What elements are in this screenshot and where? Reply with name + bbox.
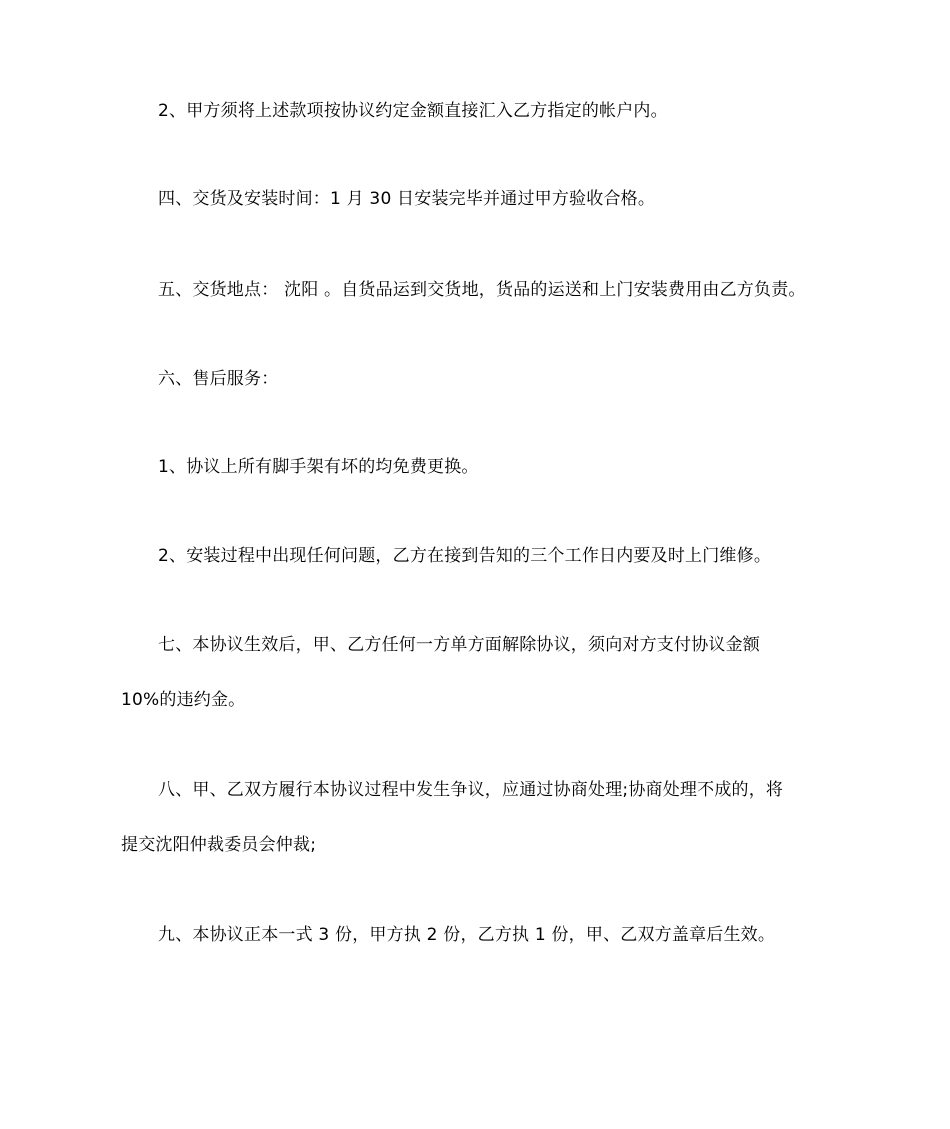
clause-7-line-1: 七、本协议生效后，甲、乙方任何一方单方面解除协议，须向对方支付协议金额 — [158, 635, 760, 655]
clause-5-delivery-location: 五、交货地点： 沈阳 。自货品运到交货地，货品的运送和上门安装费用由乙方负责。 — [158, 280, 806, 300]
clause-4-delivery-time: 四、交货及安装时间：1 月 30 日安装完毕并通过甲方验收合格。 — [158, 189, 656, 209]
clause-8-line-1: 八、甲、乙双方履行本协议过程中发生争议，应通过协商处理;协商处理不成的，将 — [158, 780, 784, 800]
clause-2-payment: 2、甲方须将上述款项按协议约定金额直接汇入乙方指定的帐户内。 — [158, 101, 668, 121]
clause-7-line-2: 10%的违约金。 — [121, 690, 246, 710]
clause-6-item-1: 1、协议上所有脚手架有坏的均免费更换。 — [158, 457, 479, 477]
clause-8-line-2: 提交沈阳仲裁委员会仲裁; — [121, 835, 317, 855]
clause-6-after-sales-heading: 六、售后服务： — [158, 369, 279, 389]
clause-6-item-2: 2、安装过程中出现任何问题，乙方在接到告知的三个工作日内要及时上门维修。 — [158, 546, 772, 566]
clause-9-copies: 九、本协议正本一式 3 份，甲方执 2 份，乙方执 1 份，甲、乙双方盖章后生效。 — [158, 925, 776, 945]
